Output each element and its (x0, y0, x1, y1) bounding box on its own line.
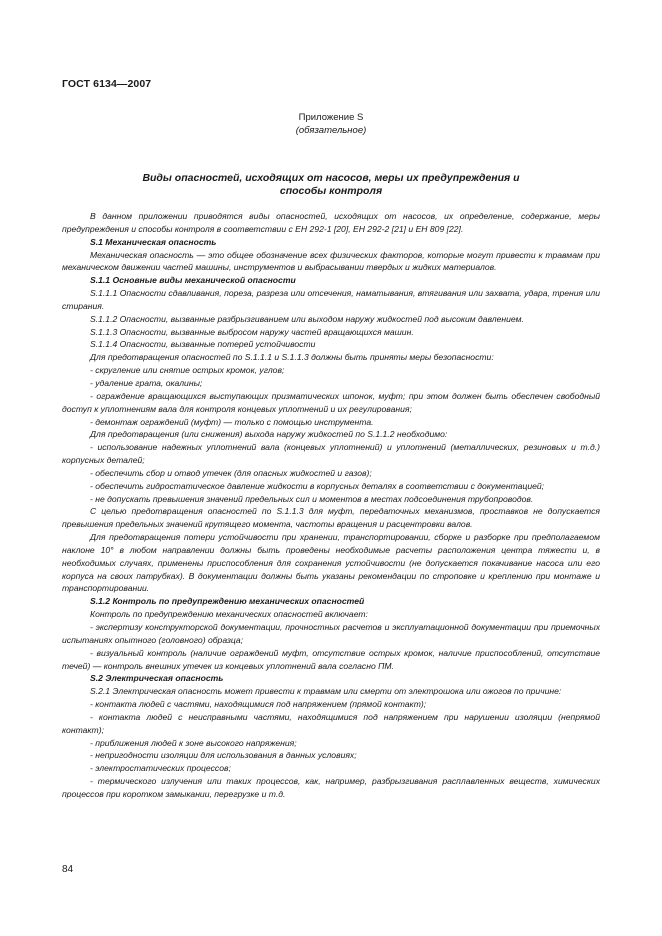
document-body (62, 210, 600, 801)
list-item: - использование надежных уплотнений вала (концевых уплотнений) и уплотнений (металлических, резиновых и т.д.) корпусных деталей; (62, 442, 600, 466)
appendix-subtitle: (обязательное) (295, 125, 367, 136)
list-item: - непригодности изоляции для использования в данных условиях; (90, 750, 357, 761)
list-item: - экспертизу конструкторской документации, прочностных расчетов и эксплуатационной документации при приемочных испытаниях опытного (головного) образца; (62, 622, 600, 645)
section-title (62, 172, 600, 198)
list-item: - контакта людей с неисправными частями, находящимися под напряжением при нарушении изоляции (непрямой контакт); (62, 711, 600, 735)
list-item: - приближения людей к зоне высокого напряжения; (90, 737, 297, 748)
paragraph: Механическая опасность — это общее обозначение всех физических факторов, которые могут привести к травмам при механическом движении частей машины, инструментов и выбрасывании твердых и жидких материалов. (62, 249, 600, 273)
list-item: - контакта людей с частями, находящимися под напряжением (прямой контакт); (90, 699, 427, 710)
section-title-line-2: способы контроля (279, 185, 383, 197)
paragraph-intro: В данном приложении приводятся виды опасностей, исходящих от насосов, их определение, содержание, меры предупреждения и способы контроля в соответствии с ЕН 292-1 [20], ЕН 292-2 [21] и ЕН 809 [22]. (62, 211, 600, 234)
paragraph: Для предотвращения потери устойчивости при хранении, транспортировании, сборке и разборке при предполагаемом наклоне 10° в любом направлении должны быть проведены необходимые расчеты расположения центра тяжести и, в необходимых случаях, применены приспособления для сохранения устойчивости (не допускается покачивание насоса или его корпуса на своих патрубках). В документации должны быть указаны рекомендации по строповке и креплению при монтаже и транспортировании. (62, 532, 600, 594)
heading-s1-2: S.1.2 Контроль по предупреждению механических опасностей (90, 596, 365, 607)
section-title-line-1: Виды опасностей, исходящих от насосов, меры их предупреждения и (142, 172, 520, 184)
list-item: - не допускать превышения значений предельных сил и моментов в местах подсоединения трубопроводов. (90, 493, 534, 504)
paragraph: S.1.1.4 Опасности, вызванные потерей устойчивости (90, 339, 316, 350)
appendix-title: Приложение S (298, 112, 364, 123)
list-item: - удаление грата, окалины; (90, 377, 203, 388)
page-number: 84 (62, 864, 74, 875)
list-item: - ограждение вращающихся выступающих призматических шпонок, муфт; при этом должен быть обеспечен свободный доступ к уплотнениям вала для контроля концевых уплотнений и их регулирования; (62, 390, 600, 414)
paragraph: Контроль по предупреждению механических опасностей включает: (90, 609, 368, 620)
heading-s1: S.1 Механическая опасность (90, 236, 217, 247)
paragraph: Для предотвращения (или снижения) выхода наружу жидкостей по S.1.1.2 необходимо: (90, 429, 448, 440)
paragraph: S.1.1.1 Опасности сдавливания, пореза, разреза или отсечения, наматывания, втягивания или захвата, удара, трения или стирания. (62, 288, 600, 311)
document-header-standard: ГОСТ 6134—2007 (62, 78, 152, 90)
paragraph: С целью предотвращения опасностей по S.1.1.3 для муфт, передаточных механизмов, проставков не допускается превышения предельных значений крутящего момента, частоты вращения и расцентровки валов. (62, 506, 600, 530)
list-item: - обеспечить сбор и отвод утечек (для опасных жидкостей и газов); (90, 467, 372, 478)
list-item: - электростатических процессов; (90, 763, 231, 774)
list-item: - термического излучения или таких процессов, как, например, разбрызгивания расплавленных веществ, химических процессов при коротком замыкании, перегрузке и т.д. (62, 776, 600, 799)
list-item: - демонтаж ограждений (муфт) — только с помощью инструмента. (90, 416, 374, 427)
paragraph: S.1.1.2 Опасности, вызванные разбрызгиванием или выходом наружу жидкостей под высоким давлением. (90, 313, 524, 324)
paragraph: Для предотвращения опасностей по S.1.1.1 и S.1.1.3 должны быть приняты меры безопасности: (90, 352, 494, 363)
list-item: - визуальный контроль (наличие ограждений муфт, отсутствие острых кромок, наличие приспособлений, отсутствие течей) — контроль внешних утечек из концевых уплотнений вала согласно ПМ. (62, 647, 600, 671)
heading-s1-1: S.1.1 Основные виды механической опасности (90, 275, 296, 286)
list-item: - скругление или снятие острых кромок, углов; (90, 365, 285, 376)
heading-s2: S.2 Электрическая опасность (90, 673, 224, 684)
list-item: - обеспечить гидростатическое давление жидкости в корпусных деталях в соответствии с документацией; (90, 480, 545, 491)
paragraph: S.2.1 Электрическая опасность может привести к травмам или смерти от электрошока или ожогов по причине: (90, 686, 562, 697)
paragraph: S.1.1.3 Опасности, вызванные выбросом наружу частей вращающихся машин. (90, 326, 414, 337)
